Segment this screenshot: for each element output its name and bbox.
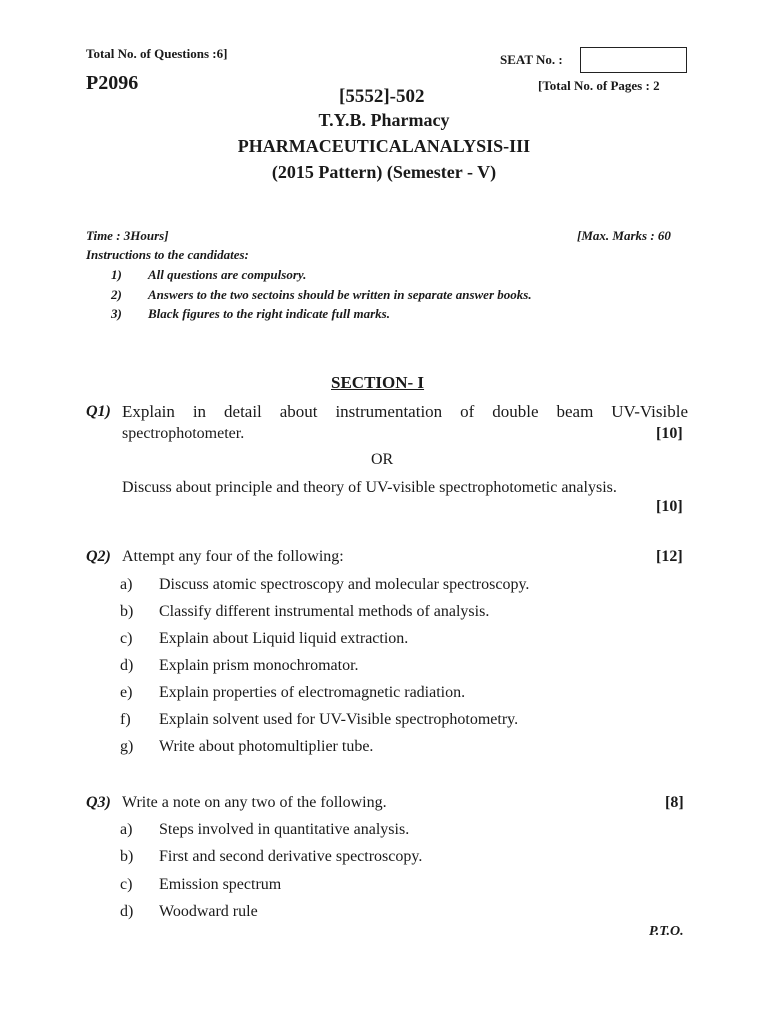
instruction-number: 1): [111, 267, 122, 282]
instruction-item: [0, 267, 768, 285]
q2-option: [0, 603, 768, 623]
option-letter: c): [120, 876, 133, 893]
q2-text: Attempt any four of the following:: [122, 548, 344, 565]
option-text: Explain prism monochromator.: [159, 657, 359, 674]
paper-code: P2096: [86, 72, 139, 94]
q2-number: Q2): [86, 548, 111, 565]
q3-option: [0, 876, 768, 896]
instruction-text: All questions are compulsory.: [148, 267, 307, 282]
option-letter: g): [120, 738, 134, 755]
total-questions: Total No. of Questions :6]: [86, 46, 228, 61]
q1-text-line1: Explain in detail about instrumentation of double beam UV-Visible: [122, 402, 688, 421]
q3-option: [0, 821, 768, 841]
q3-option: [0, 848, 768, 868]
page-turn-note: P.T.O.: [649, 924, 684, 939]
exam-time: Time : 3Hours]: [86, 228, 169, 243]
option-letter: b): [120, 848, 134, 865]
option-text: Steps involved in quantitative analysis.: [159, 821, 410, 838]
option-text: Emission spectrum: [159, 876, 282, 893]
pattern-semester: (2015 Pattern) (Semester - V): [271, 162, 497, 182]
q2-option: [0, 657, 768, 677]
max-marks: [Max. Marks : 60: [577, 228, 671, 243]
q1-number: Q1): [86, 403, 111, 420]
q1-alt-marks: [10]: [656, 498, 683, 515]
option-text: First and second derivative spectroscopy.: [159, 848, 423, 865]
section-title: SECTION- I: [331, 373, 425, 392]
option-letter: b): [120, 603, 134, 620]
seat-label: SEAT No. :: [500, 52, 563, 67]
instruction-text: Black figures to the right indicate full marks.: [148, 306, 390, 321]
q2-marks: [12]: [656, 548, 683, 565]
total-pages: [Total No. of Pages : 2: [538, 78, 660, 93]
q2-option: [0, 711, 768, 731]
seat-number-box: [580, 47, 687, 73]
q1-or: OR: [371, 451, 394, 468]
option-letter: e): [120, 684, 133, 701]
instruction-number: 2): [111, 287, 122, 302]
option-text: Explain solvent used for UV-Visible spectrophotometry.: [159, 711, 519, 728]
instructions-heading: Instructions to the candidates:: [86, 247, 249, 262]
option-text: Explain properties of electromagnetic radiation.: [159, 684, 466, 701]
subject-title: PHARMACEUTICALANALYSIS-III: [237, 136, 531, 156]
q2-option: [0, 630, 768, 650]
q2-option: [0, 738, 768, 758]
q3-marks: [8]: [665, 794, 684, 811]
option-letter: a): [120, 821, 133, 838]
option-text: Discuss atomic spectroscopy and molecular spectroscopy.: [159, 576, 530, 593]
q2-option: [0, 576, 768, 596]
q1-text-line2: spectrophotometer.: [122, 425, 245, 442]
q3-option: [0, 903, 768, 923]
instruction-text: Answers to the two sectoins should be written in separate answer books.: [148, 287, 532, 302]
option-text: Explain about Liquid liquid extraction.: [159, 630, 409, 647]
exam-code: [5552]-502: [339, 86, 425, 107]
option-letter: f): [120, 711, 131, 728]
instruction-item: [0, 306, 768, 324]
option-text: Classify different instrumental methods of analysis.: [159, 603, 490, 620]
course-name: T.Y.B. Pharmacy: [318, 110, 450, 130]
q3-number: Q3): [86, 794, 111, 811]
option-text: Woodward rule: [159, 903, 258, 920]
q3-text: Write a note on any two of the following.: [122, 794, 387, 811]
option-letter: d): [120, 903, 134, 920]
option-text: Write about photomultiplier tube.: [159, 738, 374, 755]
q1-marks: [10]: [656, 425, 683, 442]
option-letter: c): [120, 630, 133, 647]
instruction-item: [0, 287, 768, 305]
option-letter: a): [120, 576, 133, 593]
q1-alternative: Discuss about principle and theory of UV-visible spectrophotometic analysis.: [122, 479, 617, 496]
instruction-number: 3): [111, 306, 122, 321]
option-letter: d): [120, 657, 134, 674]
q2-option: [0, 684, 768, 704]
